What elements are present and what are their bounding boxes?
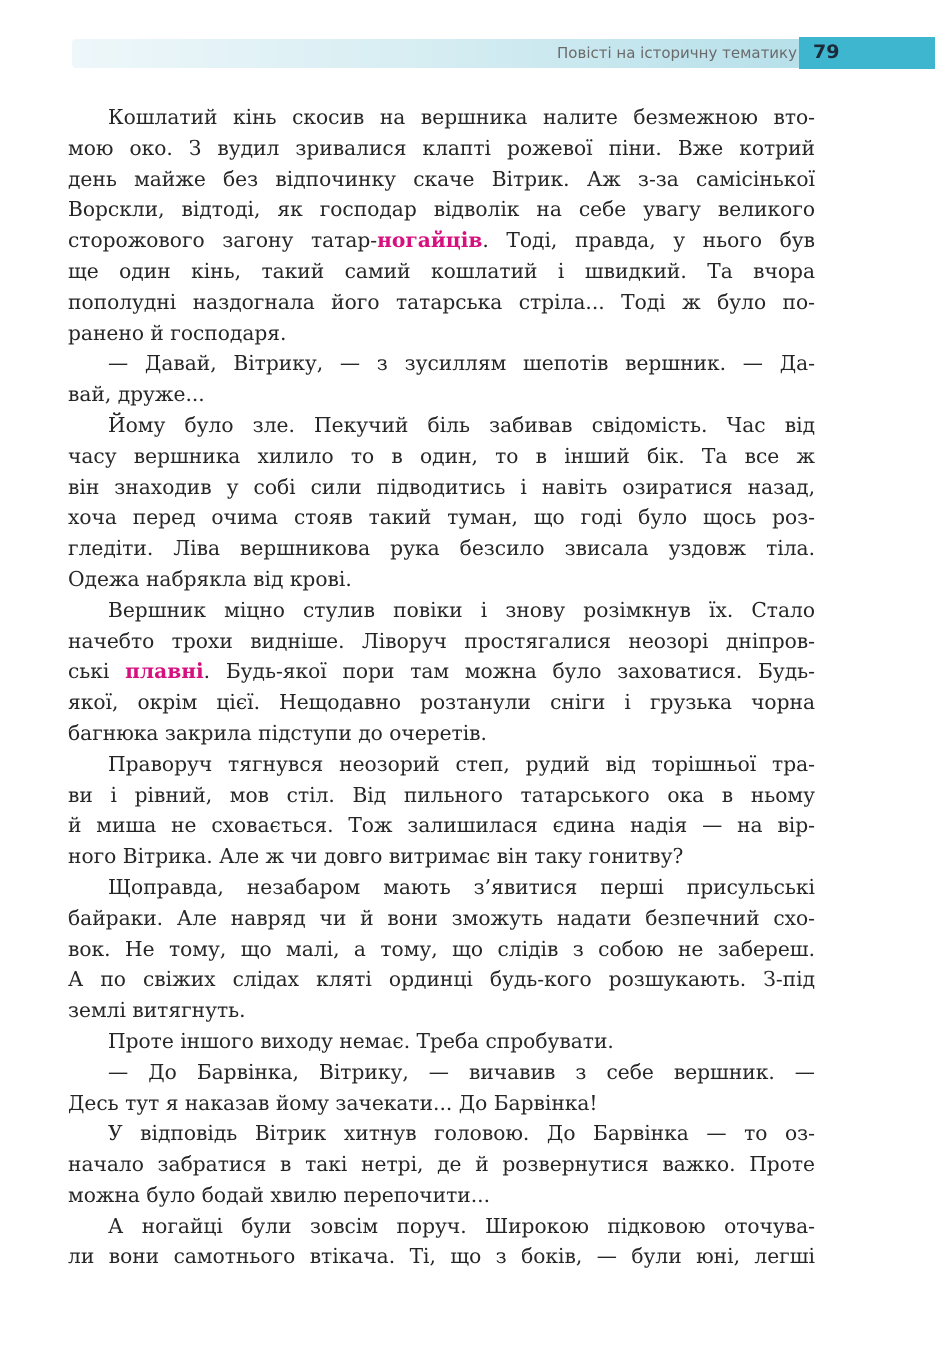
glossary-term: ногайців <box>377 228 483 253</box>
text-segment: хоча перед очима стояв такий туман, що годі було щось роз- <box>68 505 815 530</box>
text-line <box>68 841 815 872</box>
paragraph <box>68 595 815 749</box>
text-line <box>68 1057 815 1088</box>
text-line <box>68 441 815 472</box>
text-line <box>68 810 815 841</box>
text-segment: ви і рівний, мов стіл. Від пильного татарського ока в ньому <box>68 782 815 807</box>
text-segment: Праворуч тягнувся неозорий степ, рудий від торішньої тра- <box>108 751 815 776</box>
paragraph <box>68 410 815 595</box>
paragraph <box>68 749 815 872</box>
text-line <box>68 626 815 657</box>
text-line <box>68 749 815 780</box>
text-line <box>68 256 815 287</box>
text-line <box>68 687 815 718</box>
text-segment: вок. Не тому, що малі, а тому, що слідів з собою не забереш. <box>68 936 815 961</box>
text-line <box>68 656 815 687</box>
text-line <box>68 102 815 133</box>
text-line <box>68 1118 815 1149</box>
text-segment: ські <box>68 659 126 684</box>
text-line <box>68 903 815 934</box>
text-segment: Одежа набрякла від крові. <box>68 566 352 591</box>
text-line <box>68 595 815 626</box>
text-segment: . Будь-якої пори там можна було заховатися. Будь- <box>203 659 815 684</box>
text-line <box>68 379 815 410</box>
text-segment: байраки. Але навряд чи й вони зможуть надати безпечний схо- <box>68 905 815 930</box>
text-line <box>68 1211 815 1242</box>
text-segment: Кошлатий кінь скосив на вершника налите безмежною вто- <box>108 105 815 129</box>
text-line <box>68 780 815 811</box>
paragraph <box>68 1026 815 1057</box>
paragraph <box>68 102 815 348</box>
text-line <box>68 1149 815 1180</box>
text-line <box>68 502 815 533</box>
text-line <box>68 1026 815 1057</box>
running-header-title: Повісті на історичну тематику <box>557 44 797 62</box>
paragraph <box>68 1211 815 1273</box>
page-number: 79 <box>813 41 840 63</box>
text-segment: — Давай, Вітрику, — з зусиллям шепотів вершник. — Да- <box>108 351 815 376</box>
text-segment: він знаходив у собі сили підводитись і навіть озиратися назад, <box>68 474 815 499</box>
text-segment: Десь тут я наказав йому зачекати... До Барвінка! <box>68 1090 598 1115</box>
glossary-term: плавні <box>125 659 204 684</box>
text-segment: У відповідь Вітрик хитнув головою. До Барвінка — то оз- <box>108 1121 815 1146</box>
text-segment: начебто трохи видніше. Ліворуч простягалися неозорі дніпров- <box>68 628 815 653</box>
text-line <box>68 872 815 903</box>
text-segment: ще один кінь, такий самий кошлатий і швидкий. Та вчора <box>68 258 815 283</box>
text-line <box>68 287 815 318</box>
text-segment: Вершник міцно стулив повіки і знову розімкнув їх. Стало <box>108 597 815 622</box>
text-segment: гледіти. Ліва вершникова рука безсило звисала уздовж тіла. <box>68 536 815 561</box>
paragraph <box>68 348 815 410</box>
text-segment: пополудні наздогнала його татарська стріла... Тоді ж було по- <box>68 289 815 314</box>
text-segment: й миша не сховається. Тож залишилася єдина надія — на вір- <box>68 813 815 838</box>
text-segment: ли вони самотнього втікача. Ті, що з боків, — були юні, легші <box>68 1244 815 1269</box>
text-segment: сторожового загону татар- <box>68 228 378 253</box>
text-line <box>68 318 815 349</box>
text-segment: Щоправда, незабаром мають з’явитися перші присульські <box>108 874 815 899</box>
text-line <box>68 718 815 749</box>
text-line <box>68 564 815 595</box>
text-line <box>68 164 815 195</box>
text-line <box>68 194 815 225</box>
text-segment: . Тоді, правда, у нього був <box>482 228 815 253</box>
text-segment: — До Барвінка, Вітрику, — вичавив з себе вершник. — <box>108 1059 815 1084</box>
text-segment: А по свіжих слідах кляті ординці будь-кого розшукають. З-під <box>68 967 815 992</box>
text-segment: ного Вітрика. Але ж чи довго витримає він таку гонитву? <box>68 844 684 869</box>
text-segment: А ногайці були зовсім поруч. Широкою підковою оточува- <box>108 1213 815 1238</box>
text-line <box>68 964 815 995</box>
paragraph <box>68 1057 815 1119</box>
text-segment: часу вершника хилило то в один, то в інший бік. Та все ж <box>68 443 815 468</box>
text-segment: мою око. З вудил зривалися клапті рожевої піни. Вже котрий <box>68 135 815 160</box>
text-line <box>68 472 815 503</box>
paragraph <box>68 872 815 1026</box>
text-segment: день майже без відпочинку скаче Вітрик. Аж з-за самісінької <box>68 166 815 191</box>
text-line <box>68 533 815 564</box>
text-line <box>68 410 815 441</box>
text-segment: Ворскли, відтоді, як господар відволік на себе увагу великого <box>68 197 815 222</box>
paragraph <box>68 1118 815 1210</box>
text-line <box>68 1180 815 1211</box>
text-segment: якої, окрім цієї. Нещодавно розтанули сніги і грузька чорна <box>68 690 815 715</box>
text-segment: вай, друже... <box>68 382 205 407</box>
text-line <box>68 348 815 379</box>
body-text <box>68 102 815 1272</box>
text-segment: землі витягнуть. <box>68 998 246 1023</box>
text-line <box>68 225 815 256</box>
text-line <box>68 133 815 164</box>
text-segment: багнюка закрила підступи до очеретів. <box>68 720 487 745</box>
text-segment: можна було бодай хвилю перепочити... <box>68 1182 490 1207</box>
text-segment: ранено й господаря. <box>68 320 287 345</box>
text-line <box>68 1088 815 1119</box>
text-segment: Проте іншого виходу немає. Треба спробувати. <box>108 1028 614 1053</box>
text-line <box>68 1241 815 1272</box>
text-segment: начало забратися в такі нетрі, де й розвернутися важко. Проте <box>68 1152 815 1177</box>
text-segment: Йому було зле. Пекучий біль забивав свідомість. Час від <box>108 412 815 437</box>
text-line <box>68 934 815 965</box>
text-line <box>68 995 815 1026</box>
